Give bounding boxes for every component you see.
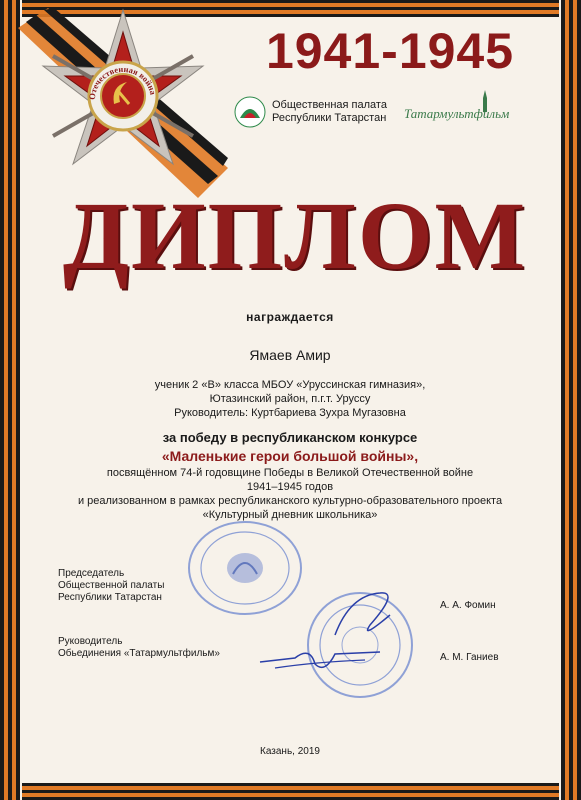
place-date: Казань, 2019 xyxy=(260,746,320,757)
signatory-2-name: А. М. Ганиев xyxy=(440,652,499,663)
org-name-line2: Республики Татарстан xyxy=(272,112,387,124)
diploma-title: ДИПЛОМ xyxy=(62,182,528,289)
info-line-supervisor: Руководитель: Куртбариева Зухра Мугазовна xyxy=(174,407,406,419)
signatory-2-title: Руководитель Обьединения «Татармультфильм» xyxy=(58,636,220,659)
years-heading: 1941-1945 xyxy=(265,23,515,79)
recipient-name: Ямаев Амир xyxy=(249,347,331,363)
project-line2: «Культурный дневник школьника» xyxy=(202,509,378,521)
org-logo-block xyxy=(234,96,387,128)
tatarstan-emblem-icon xyxy=(234,96,266,128)
signatory-1-title: Председатель Общественной палаты Республики Татарстан xyxy=(58,568,165,603)
dedication-line1: посвящённом 74-й годовщине Победы в Великой Отечественной войне xyxy=(106,467,474,479)
info-line-school: ученик 2 «В» класса МБОУ «Уруссинская гимназия», xyxy=(154,379,426,391)
ribbon-border-right xyxy=(559,0,581,800)
awarded-label: награждается xyxy=(246,310,334,324)
project-line1: и реализованном в рамках республиканского культурно-образовательного проекта xyxy=(77,495,503,507)
info-line-district: Ютазинский район, п.г.т. Уруссу xyxy=(209,393,371,405)
award-reason: за победу в республиканском конкурсе xyxy=(162,430,418,445)
signature-ganiev xyxy=(255,640,385,680)
svg-text:Отечественная война: Отечественная война xyxy=(86,63,159,101)
order-ring-text xyxy=(18,8,228,198)
dedication-line2: 1941–1945 годов xyxy=(246,481,334,493)
org-name-line1: Общественная палата xyxy=(272,99,387,111)
stamp-public-chamber xyxy=(185,518,305,618)
signatory-1-name: А. А. Фомин xyxy=(440,600,496,611)
signature-fomin xyxy=(330,585,410,645)
ribbon-border-bottom xyxy=(0,782,581,800)
tatarmultfilm-logo: Татармультфильм xyxy=(404,106,510,121)
contest-name: «Маленькие герои большой войны», xyxy=(161,448,419,464)
